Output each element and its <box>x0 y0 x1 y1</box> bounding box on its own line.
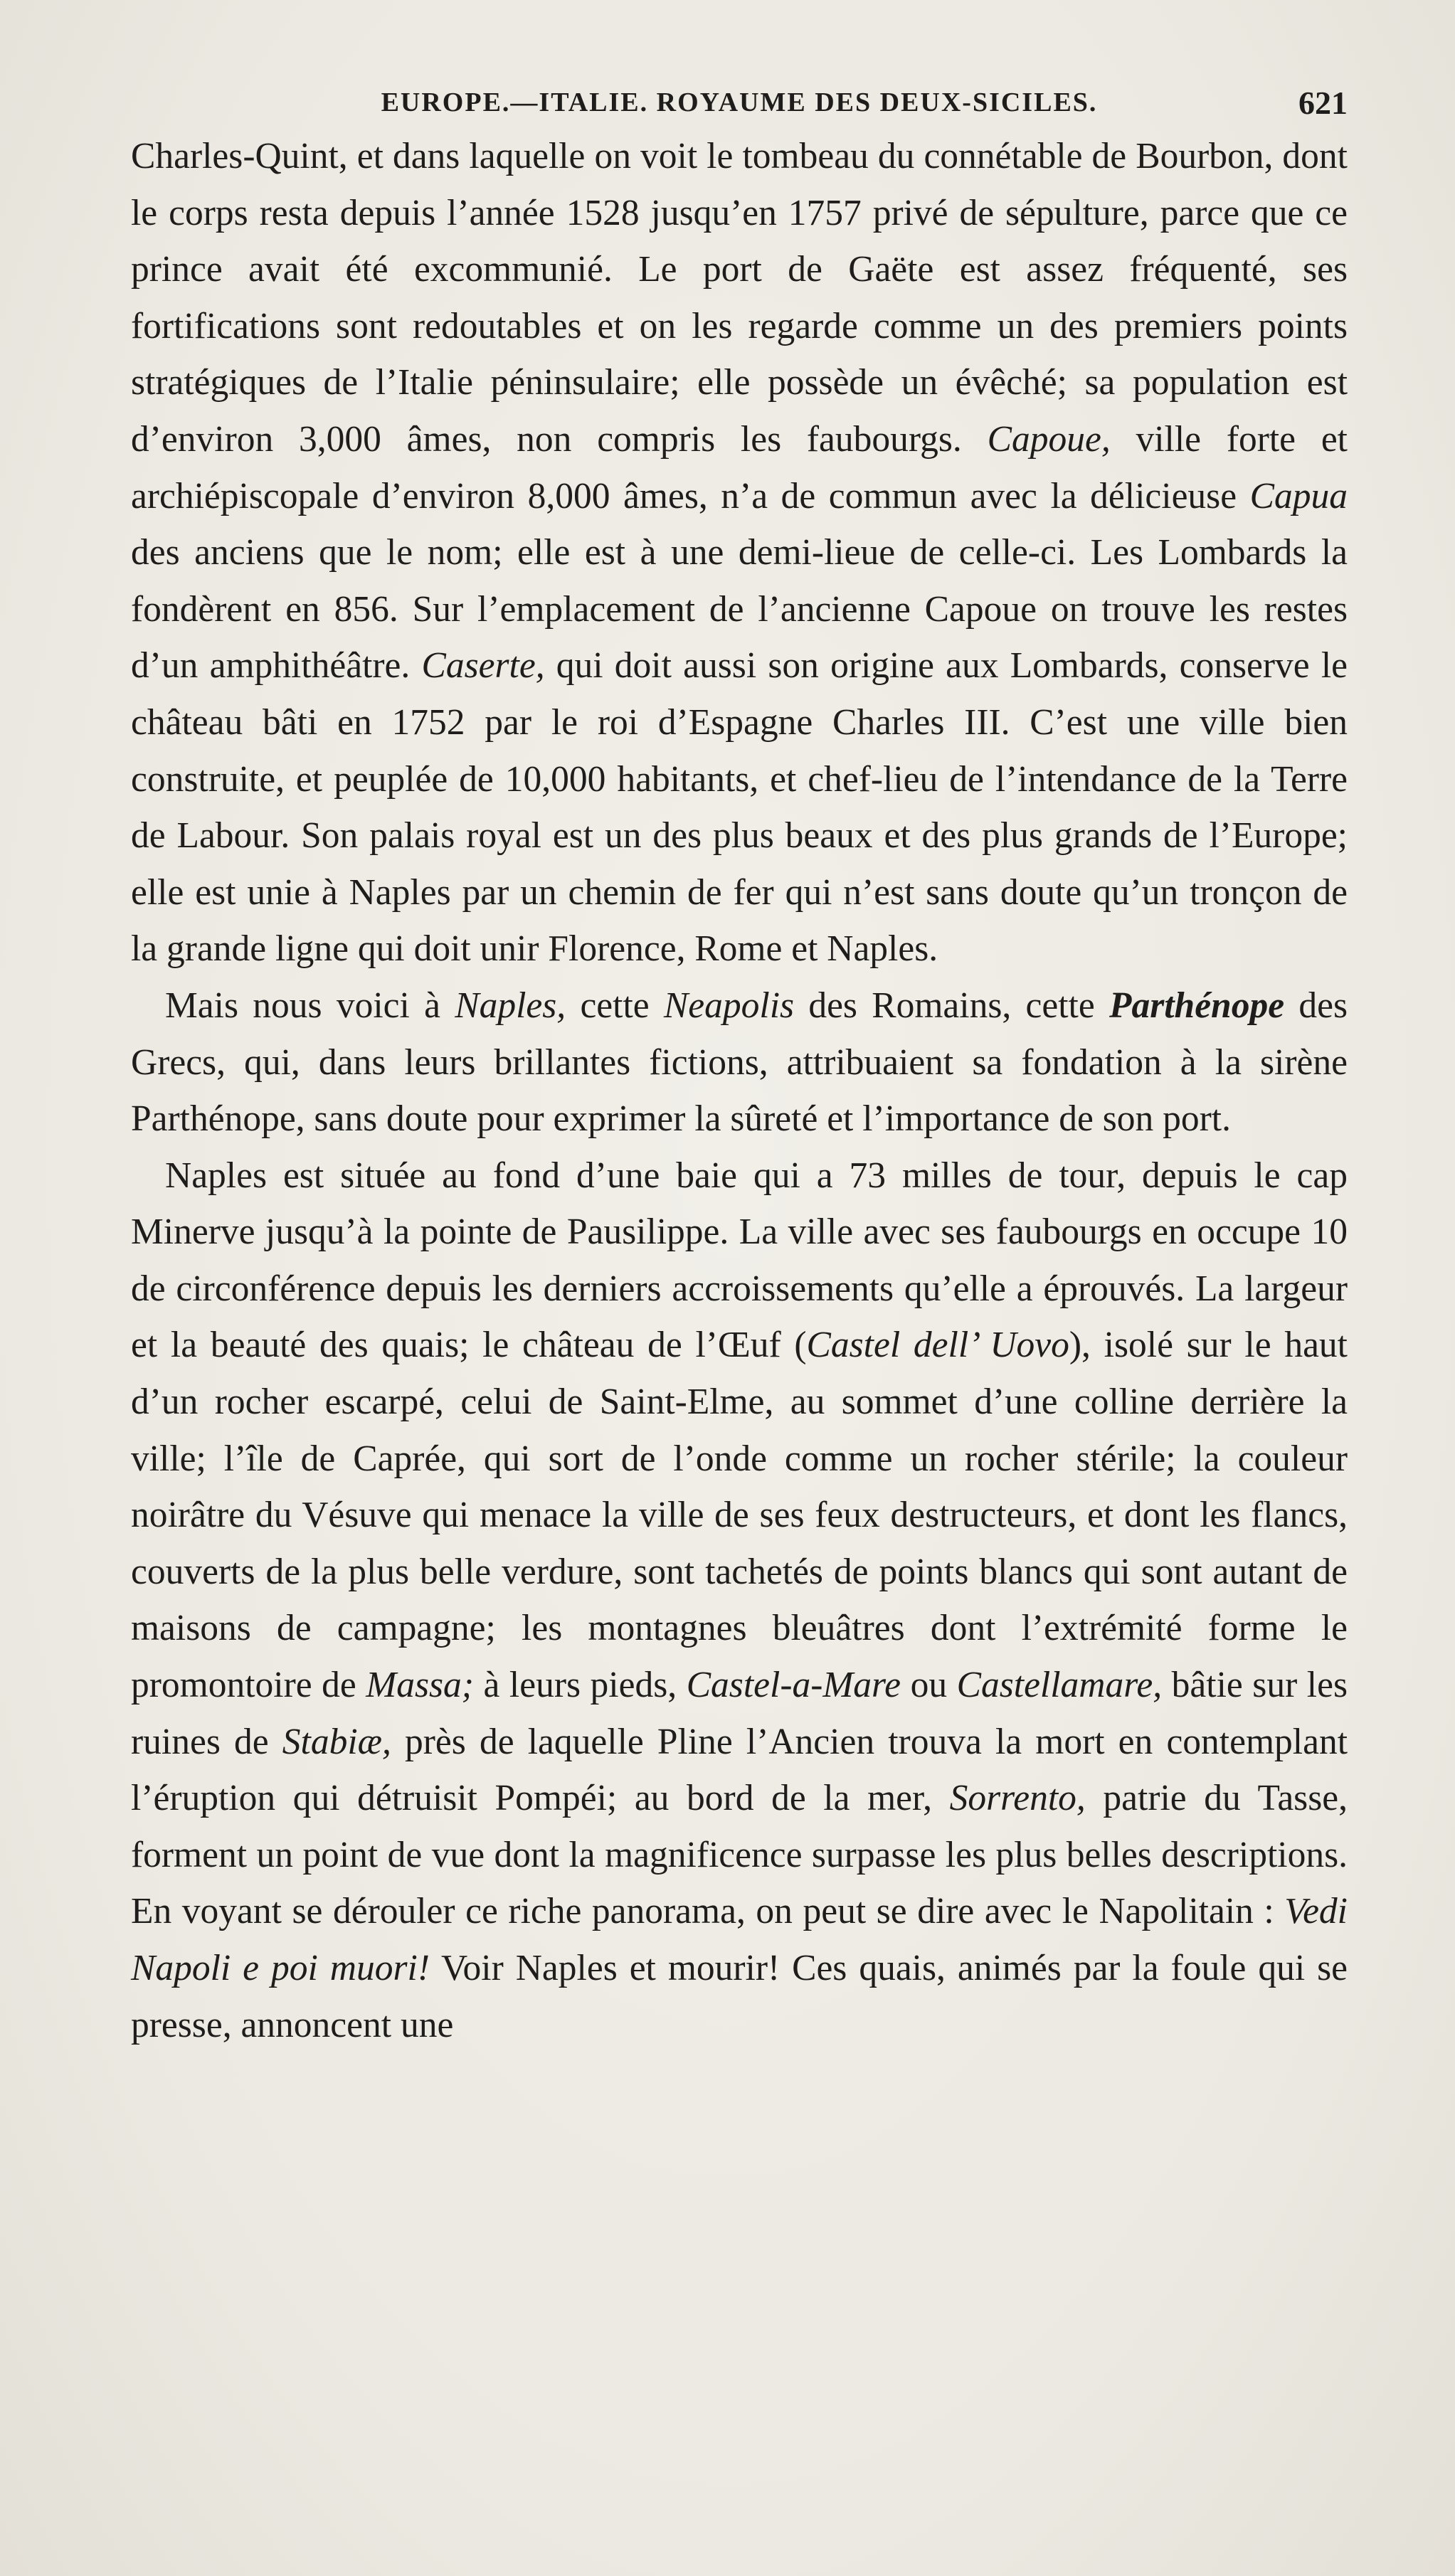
text-segment: qui doit aussi son origine aux Lombards, conserve le château bâti en 1752 par le roi d’Espagne Charles III. C’est une ville bien construite, et peuplée de 10,000 habitants, et chef-lieu de l’intendance de la Terre de Labour. Son palais royal est un des plus beaux et des plus grands de l’Europe; elle est unie à Naples par un chemin de fer qui n’est sans doute qu’un tronçon de la grande ligne qui doit unir Florence, Rome et Naples. <box>131 645 1348 970</box>
text-segment: Castellamare, <box>956 1665 1163 1706</box>
text-segment: Naples est située au fond d’une baie qui a 73 milles de tour, depuis le cap Minerve jusqu’à la pointe de Pausilippe. La ville avec ses faubourgs en occupe 10 de circonférence depuis les derniers accroissements qu’elle a éprouvés. La largeur et la beauté des quais; le château de l’Œuf ( <box>131 1155 1348 1366</box>
page-number: 621 <box>1298 85 1348 121</box>
text-segment: des anciens que le nom; elle est à une demi-lieue de celle-ci. Les Lombards la fondèrent en 856. Sur l’emplacement de l’ancienne Capoue on trouve les restes d’un amphithéâtre. <box>131 532 1348 687</box>
text-segment: près de laquelle Pline l’Ancien trouva la mort en contemplant l’éruption qui détruisit Pompéi; au bord de la mer, <box>131 1721 1348 1819</box>
text-segment: Capoue, <box>987 418 1111 460</box>
text-segment: Castel-a-Mare <box>686 1665 901 1706</box>
text-segment: Mais nous voici à <box>165 985 455 1026</box>
text-segment: ou <box>901 1665 957 1706</box>
text-segment: Massa; <box>366 1665 474 1706</box>
text-segment: ville forte et archiépiscopale d’environ 8,000 âmes, n’a de commun avec la délicieuse <box>131 418 1348 516</box>
paragraph-1 <box>131 128 1348 977</box>
text-segment: des Romains, cette <box>794 985 1109 1026</box>
running-title: EUROPE.—ITALIE. ROYAUME DES DEUX-SICILES. <box>381 88 1098 117</box>
text-segment: cette <box>566 985 664 1026</box>
text-segment: ), isolé sur le haut d’un rocher escarpé, celui de Saint-Elme, au sommet d’une colline derrière la ville; l’île de Caprée, qui sort de l’onde comme un rocher stérile; la couleur noirâtre du Vésuve qui menace la ville de ses feux destructeurs, et dont les flancs, couverts de la plus belle verdure, sont tachetés de points blancs qui sont autant de maisons de campagne; les montagnes bleuâtres dont l’extrémité forme le promontoire de <box>131 1325 1348 1706</box>
text-segment: Sorrento, <box>949 1778 1086 1819</box>
body-text <box>131 128 1348 2461</box>
text-segment: à leurs pieds, <box>473 1665 687 1706</box>
text-segment: Caserte, <box>421 645 545 687</box>
text-segment: Voir Naples et mourir! Ces quais, animés par la foule qui se presse, annoncent une <box>131 1948 1348 2045</box>
text-segment: Capua <box>1249 475 1348 516</box>
text-segment: Castel dell’ Uovo <box>806 1325 1069 1366</box>
text-segment: Vedi Napoli e poi muori! <box>131 1891 1348 1988</box>
text-segment: Naples, <box>455 985 566 1026</box>
text-segment: Charles-Quint, et dans laquelle on voit le tombeau du connétable de Bourbon, dont le corps resta depuis l’année 1528 jusqu’en 1757 privé de sépulture, parce que ce prince avait été excommunié. Le port de Gaëte est assez fréquenté, ses fortifications sont redoutables et on les regarde comme un des premiers points stratégiques de l’Italie péninsulaire; elle possède un évêché; sa population est d’environ 3,000 âmes, non compris les faubourgs. <box>131 136 1348 460</box>
text-segment: des Grecs, qui, dans leurs brillantes fictions, attribuaient sa fondation à la sirène Parthénope, sans doute pour exprimer la sûreté et l’importance de son port. <box>131 985 1348 1140</box>
paragraph-2 <box>131 977 1348 1147</box>
text-segment: patrie du Tasse, forment un point de vue dont la magnificence surpasse les plus belles descriptions. En voyant se dérouler ce riche panorama, on peut se dire avec le Napolitain : <box>131 1778 1348 1932</box>
text-segment: Parthénope <box>1109 985 1285 1026</box>
text-segment: Stabiæ, <box>282 1721 391 1762</box>
text-segment: Neapolis <box>663 985 795 1026</box>
paragraph-3 <box>131 1147 1348 2054</box>
text-segment: bâtie sur les ruines de <box>131 1665 1348 1762</box>
